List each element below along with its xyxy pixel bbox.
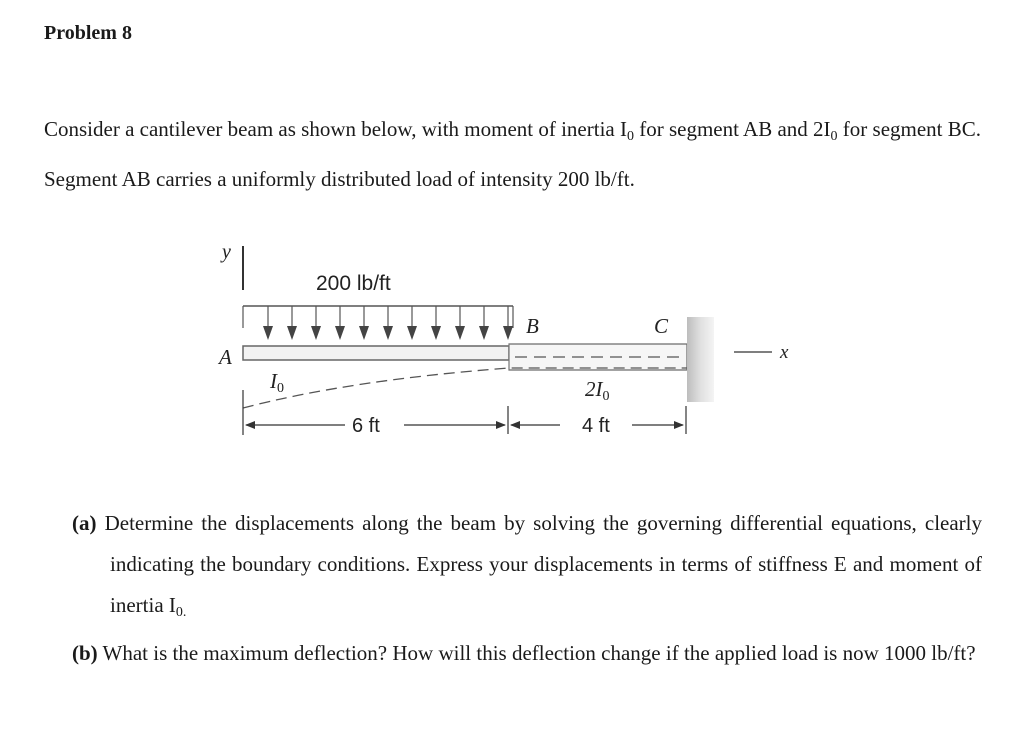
question-b	[72, 633, 982, 674]
dimension-bc-label: 4 ft	[582, 415, 610, 437]
fixed-support-wall	[687, 317, 714, 402]
segment-ab-inertia-label: I0	[270, 369, 284, 396]
x-axis-label: x	[780, 342, 789, 363]
question-a-label: (a)	[72, 511, 97, 535]
question-b-label: (b)	[72, 641, 98, 665]
questions	[72, 503, 982, 674]
distributed-load	[243, 306, 513, 340]
problem-title: Problem 8	[44, 22, 132, 44]
question-a-text: Determine the displacements along the beam by solving the governing differential equations, clearly indicating the boundary conditions. Express your displacements in terms of stiffness E and moment of inertia I	[96, 511, 982, 617]
point-c-label: C	[654, 314, 669, 338]
question-a	[72, 503, 982, 633]
intro-text-1: Consider a cantilever beam as shown below, with moment of inertia I	[44, 117, 627, 141]
intro-text-2: for segment AB and 2I	[633, 117, 831, 141]
beam-segment-ab	[243, 346, 509, 360]
segment-bc-inertia-label: 2I0	[585, 377, 610, 404]
load-label: 200 lb/ft	[316, 272, 391, 295]
question-a-subscript: 0.	[175, 605, 187, 620]
point-b-label: B	[526, 314, 539, 338]
dimension-lines	[243, 390, 686, 435]
intro-text-3: for segment BC. Segment AB carries a uniformly distributed load of intensity 200 lb/ft.	[44, 117, 982, 191]
intro-subscript-1: 0	[626, 129, 634, 144]
point-a-label: A	[219, 345, 232, 369]
deflected-shape-curve	[243, 368, 690, 408]
question-b-text: What is the maximum deflection? How will this deflection change if the applied load is now 1000 lb/ft?	[97, 641, 976, 665]
y-axis-label: y	[222, 241, 231, 263]
intro-subscript-2: 0	[830, 129, 838, 144]
dimension-ab-label: 6 ft	[352, 415, 380, 437]
